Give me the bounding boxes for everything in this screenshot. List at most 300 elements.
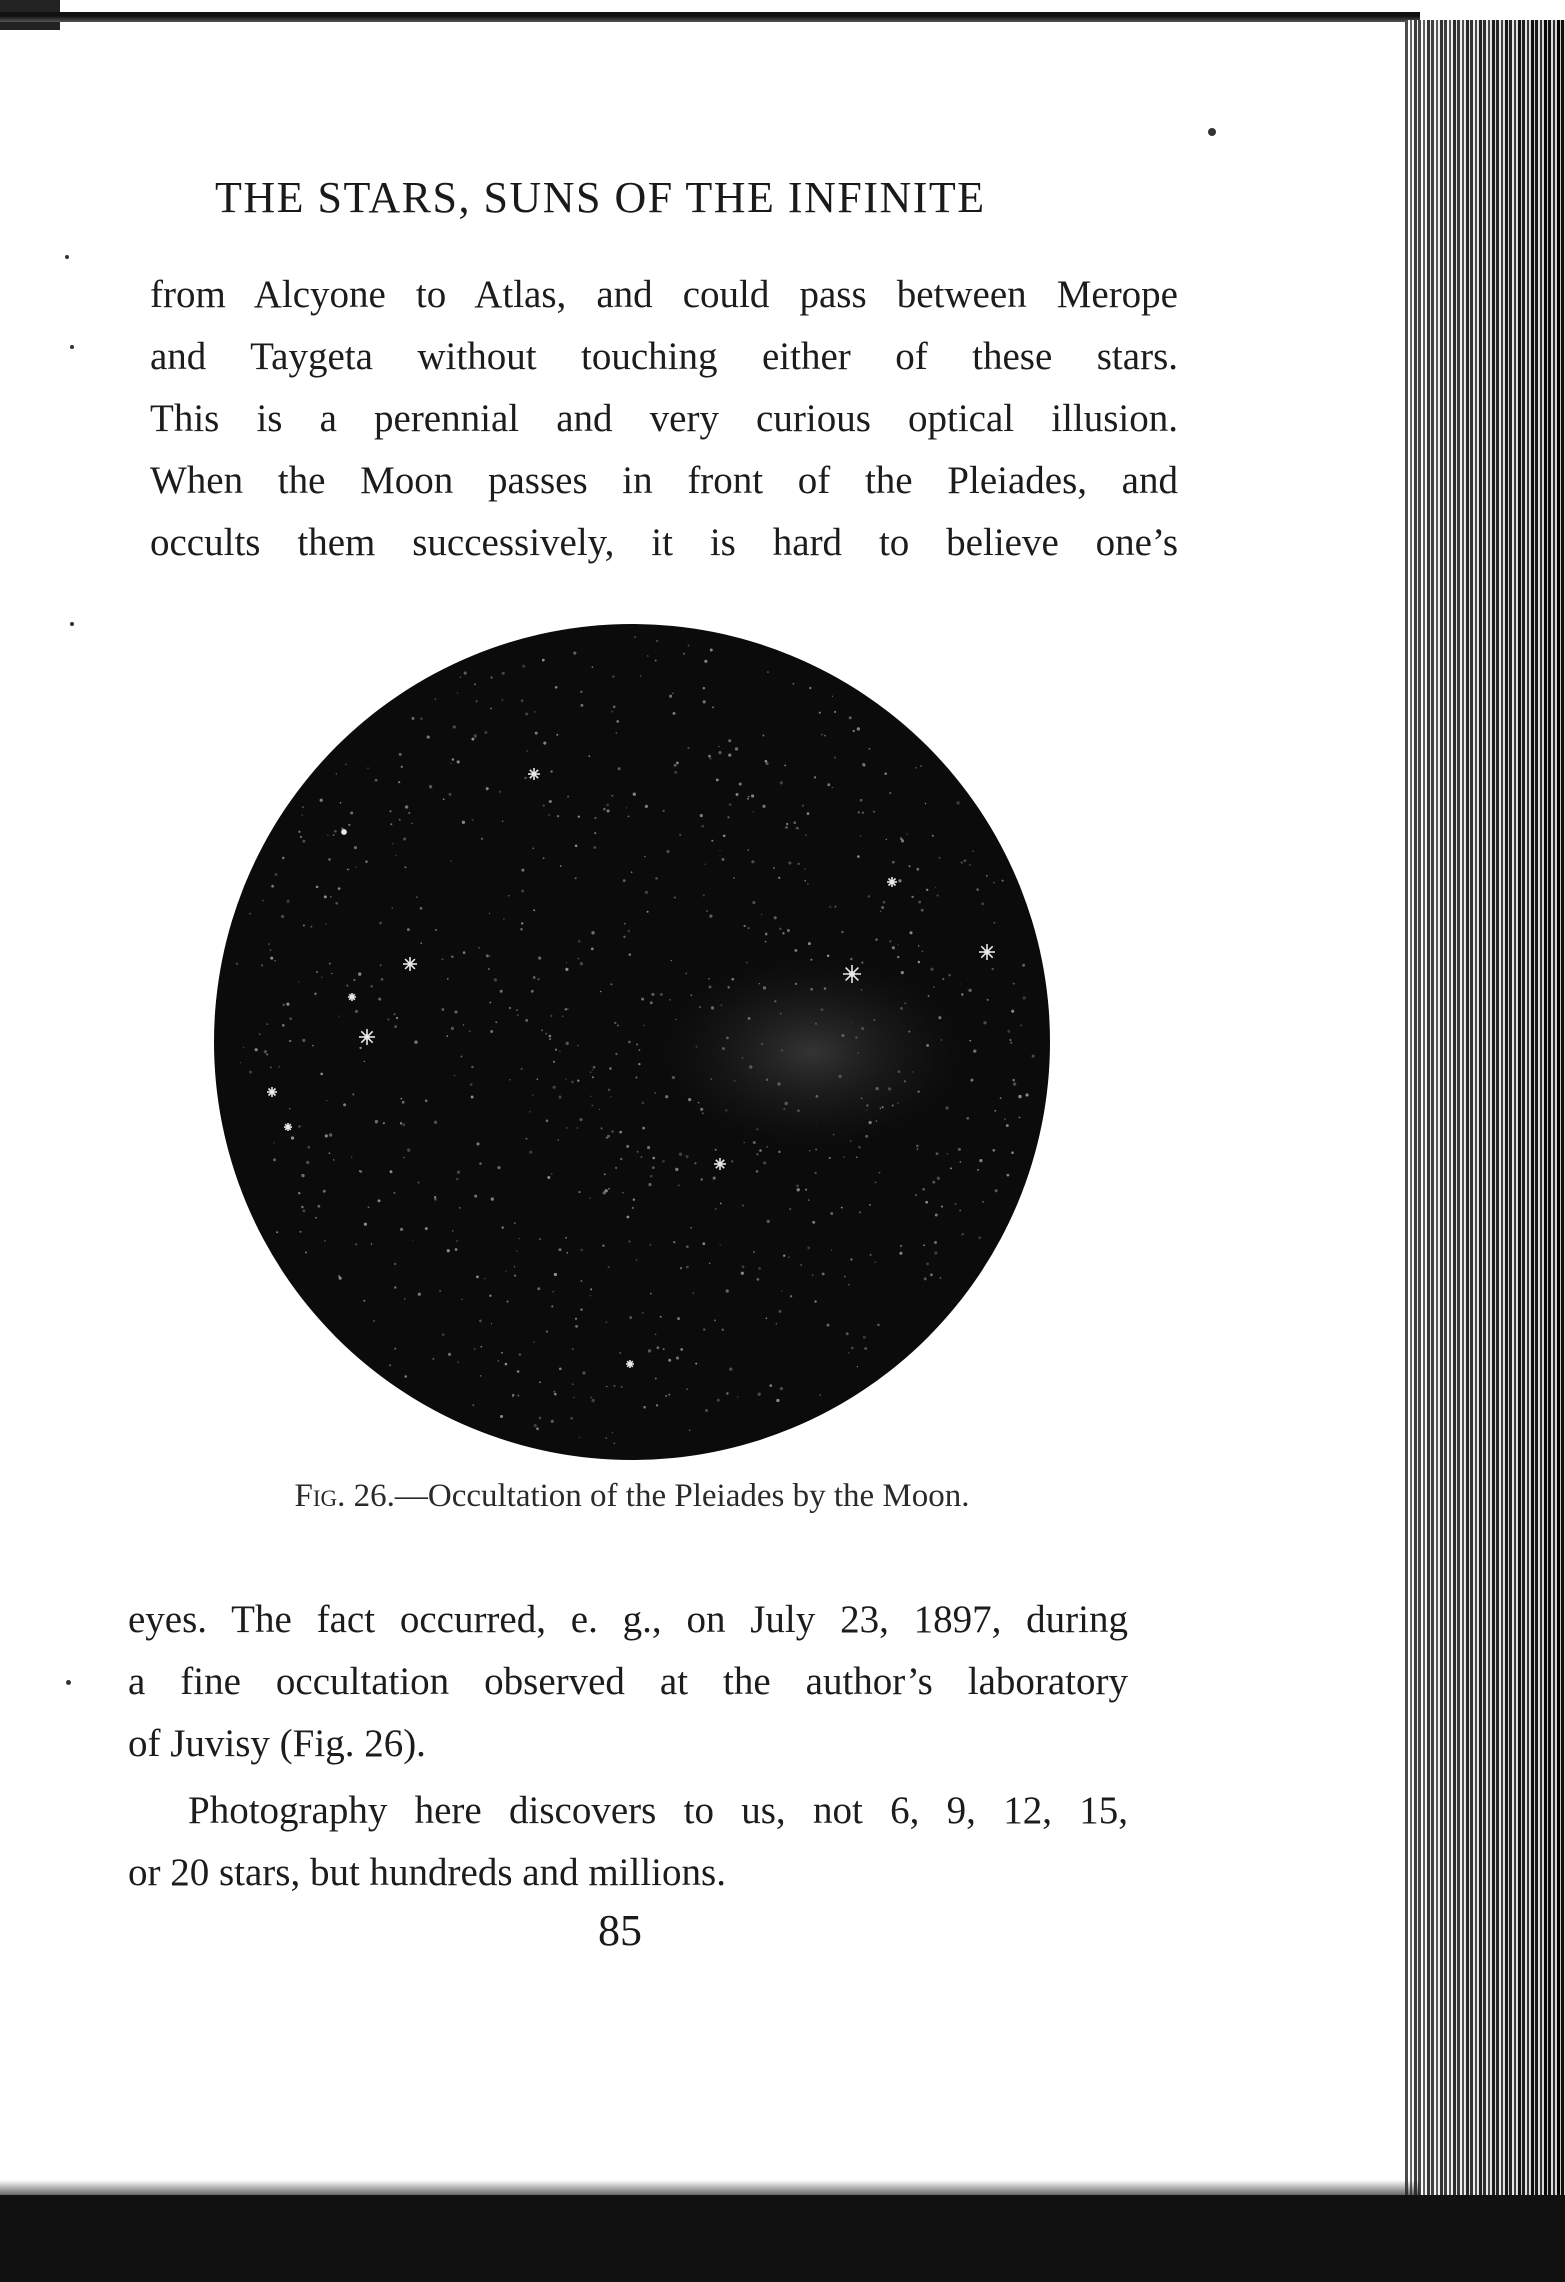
faint-star: [554, 1273, 557, 1276]
faint-star: [807, 1247, 810, 1250]
faint-star: [757, 1278, 760, 1281]
faint-star: [641, 998, 644, 1001]
faint-star: [551, 1173, 553, 1175]
faint-star: [498, 1360, 499, 1361]
faint-star: [877, 1324, 880, 1327]
faint-star: [617, 1025, 619, 1027]
faint-star: [767, 671, 769, 673]
faint-star: [947, 1153, 949, 1155]
faint-star: [673, 712, 676, 715]
faint-star: [864, 1347, 867, 1350]
faint-star: [933, 986, 934, 987]
faint-star: [367, 768, 368, 769]
faint-star: [456, 1178, 459, 1181]
faint-star: [271, 885, 274, 888]
faint-star: [457, 1361, 459, 1363]
faint-star: [316, 886, 319, 889]
faint-star: [655, 1378, 657, 1380]
faint-star: [675, 1168, 678, 1171]
faint-star: [726, 1392, 729, 1395]
faint-star: [778, 877, 780, 879]
faint-star: [766, 1317, 768, 1319]
faint-star: [291, 1136, 294, 1139]
faint-star: [647, 1146, 650, 1149]
faint-star: [804, 880, 806, 882]
faint-star: [916, 1145, 919, 1148]
faint-star: [731, 1160, 733, 1162]
faint-star: [677, 1317, 680, 1320]
faint-star: [868, 748, 870, 750]
faint-star: [609, 1067, 612, 1070]
faint-star: [900, 1245, 902, 1247]
faint-star: [539, 1238, 541, 1240]
faint-star: [636, 1259, 638, 1261]
moon-limb-haze: [662, 957, 962, 1147]
faint-star: [273, 1142, 274, 1143]
faint-star: [479, 1320, 482, 1323]
faint-star: [572, 1348, 574, 1350]
faint-star: [333, 1159, 335, 1161]
faint-star: [819, 712, 821, 714]
faint-star: [236, 962, 239, 965]
faint-star: [411, 823, 413, 825]
faint-star: [420, 907, 423, 910]
faint-star: [371, 1243, 373, 1245]
faint-star: [546, 1330, 548, 1332]
faint-star: [590, 1397, 592, 1399]
dust-speck: [70, 345, 74, 349]
faint-star: [373, 1320, 374, 1321]
faint-star: [776, 1399, 779, 1402]
faint-star: [1010, 1042, 1012, 1044]
faint-star: [420, 717, 423, 720]
faint-star: [378, 1199, 381, 1202]
bright-star: [843, 965, 861, 983]
faint-star: [851, 1347, 854, 1350]
faint-star: [533, 976, 536, 979]
faint-star: [302, 806, 303, 807]
faint-star: [608, 1266, 610, 1268]
faint-star: [418, 1182, 420, 1184]
faint-star: [375, 1120, 378, 1123]
faint-star: [743, 925, 745, 927]
faint-star: [683, 653, 685, 655]
faint-star: [955, 1203, 957, 1205]
faint-star: [402, 1101, 405, 1104]
faint-star: [680, 1348, 683, 1351]
faint-star: [807, 812, 810, 815]
faint-star: [821, 734, 823, 736]
faint-star: [940, 1277, 942, 1279]
top-edge-shadow: [0, 12, 1420, 22]
faint-star: [463, 951, 466, 954]
faint-star: [355, 1243, 357, 1245]
faint-star: [471, 1096, 474, 1099]
faint-star: [705, 864, 706, 865]
faint-star: [650, 1293, 652, 1295]
faint-star: [593, 1066, 596, 1069]
faint-star: [464, 672, 467, 675]
faint-star: [546, 1119, 549, 1122]
faint-star: [364, 1061, 365, 1062]
faint-star: [578, 815, 580, 817]
faint-star: [633, 793, 636, 796]
faint-star: [448, 1353, 451, 1356]
faint-star: [628, 930, 631, 933]
faint-star: [289, 1108, 291, 1110]
faint-star: [331, 973, 332, 974]
faint-star: [471, 738, 474, 741]
faint-star: [434, 1196, 436, 1198]
faint-star: [475, 737, 476, 738]
faint-star: [885, 839, 887, 841]
faint-star: [701, 1178, 703, 1180]
faint-star: [850, 1258, 852, 1260]
faint-star: [969, 1040, 971, 1042]
faint-star: [690, 1227, 692, 1229]
faint-star: [824, 735, 826, 737]
faint-star: [606, 804, 609, 807]
bottom-edge-shadow: [0, 2195, 1565, 2282]
faint-star: [618, 767, 621, 770]
faint-star: [525, 1019, 528, 1022]
faint-star: [298, 981, 299, 982]
faint-star: [702, 1242, 705, 1245]
faint-star: [562, 1015, 564, 1017]
faint-star: [559, 1367, 562, 1370]
faint-star: [834, 711, 836, 713]
faint-star: [742, 1204, 744, 1206]
faint-star: [539, 1417, 542, 1420]
faint-star: [480, 1375, 482, 1377]
faint-star: [686, 1388, 688, 1390]
faint-star: [973, 1049, 976, 1052]
faint-star: [881, 906, 884, 909]
faint-star: [672, 693, 673, 694]
text-line: Photography here discovers to us, not 6, 9, 12, 15,: [188, 1789, 1128, 1832]
faint-star: [575, 877, 577, 879]
faint-star: [509, 1079, 511, 1081]
faint-star: [521, 922, 523, 924]
faint-star: [359, 1170, 361, 1172]
faint-star: [641, 1156, 643, 1158]
faint-star: [526, 750, 528, 752]
faint-star: [350, 812, 353, 815]
faint-star: [641, 1101, 644, 1104]
faint-star: [788, 1256, 790, 1258]
faint-star: [714, 1319, 716, 1321]
second-paragraph: [128, 1780, 1128, 1904]
faint-star: [399, 753, 402, 756]
faint-star: [656, 1404, 658, 1406]
faint-star: [915, 1194, 917, 1196]
faint-star: [747, 798, 749, 800]
faint-star: [559, 1096, 562, 1099]
faint-star: [787, 929, 790, 932]
faint-star: [889, 792, 891, 794]
faint-star: [282, 857, 285, 860]
faint-star: [471, 1066, 473, 1068]
faint-star: [961, 993, 963, 995]
faint-star: [718, 751, 721, 754]
faint-star: [551, 1305, 553, 1307]
faint-star: [719, 850, 720, 851]
faint-star: [266, 1053, 268, 1055]
faint-star: [606, 1321, 608, 1323]
faint-star: [897, 944, 898, 945]
faint-star: [850, 958, 853, 961]
faint-star: [1019, 1117, 1021, 1119]
faint-star: [922, 1188, 925, 1191]
faint-star: [703, 700, 706, 703]
faint-star: [830, 1212, 833, 1215]
faint-star: [950, 1167, 952, 1169]
faint-star: [709, 757, 711, 759]
faint-star: [705, 1409, 708, 1412]
faint-star: [784, 764, 786, 766]
faint-star: [592, 1069, 593, 1070]
faint-star: [301, 1206, 304, 1209]
bottom-paragraph: [128, 1589, 1128, 1775]
faint-star: [489, 913, 490, 914]
faint-star: [798, 863, 800, 865]
faint-star: [632, 1207, 634, 1209]
faint-star: [1022, 964, 1025, 967]
faint-star: [942, 978, 944, 980]
faint-star: [693, 1292, 694, 1293]
faint-star: [355, 1010, 358, 1013]
faint-star: [911, 896, 913, 898]
faint-star: [578, 1191, 580, 1193]
text-line: occults them successively, it is hard to believe one’s: [150, 521, 1178, 564]
faint-star: [615, 1053, 617, 1055]
faint-star: [580, 690, 583, 693]
faint-star: [459, 1207, 461, 1209]
faint-star: [815, 1149, 817, 1151]
faint-star: [621, 1386, 623, 1388]
faint-star: [657, 1346, 660, 1349]
faint-star: [781, 1291, 782, 1292]
faint-star: [301, 814, 303, 816]
faint-star: [860, 799, 863, 802]
faint-star: [906, 833, 907, 834]
faint-star: [831, 1249, 832, 1250]
faint-star: [545, 1033, 547, 1035]
faint-star: [326, 1100, 327, 1101]
faint-star: [628, 1241, 630, 1243]
faint-star: [303, 924, 305, 926]
faint-star: [809, 687, 812, 690]
faint-star: [925, 1201, 928, 1204]
faint-star: [1006, 1124, 1009, 1127]
faint-star: [654, 1092, 656, 1094]
faint-star: [577, 1079, 579, 1081]
faint-star: [472, 819, 474, 821]
page-number: 85: [598, 1906, 642, 1955]
faint-star: [505, 1271, 506, 1272]
faint-star: [453, 725, 456, 728]
faint-star: [394, 1348, 396, 1350]
faint-star: [1018, 1095, 1021, 1098]
faint-star: [606, 1386, 607, 1387]
faint-star: [759, 1149, 762, 1152]
faint-star: [1007, 1174, 1010, 1177]
faint-star: [457, 1171, 460, 1174]
faint-star: [785, 826, 788, 829]
faint-star: [503, 918, 504, 919]
faint-star: [686, 1245, 689, 1248]
faint-star: [591, 1399, 594, 1402]
faint-star: [909, 865, 911, 867]
faint-star: [736, 793, 739, 796]
faint-star: [796, 827, 798, 829]
faint-star: [615, 1167, 617, 1169]
faint-star: [533, 1341, 535, 1343]
faint-star: [520, 928, 523, 931]
faint-star: [447, 978, 449, 980]
faint-star: [859, 1211, 861, 1213]
faint-star: [769, 1384, 772, 1387]
faint-star: [579, 1118, 582, 1121]
faint-star: [255, 1048, 258, 1051]
faint-star: [626, 807, 627, 808]
faint-star: [992, 1149, 995, 1152]
faint-star: [590, 1295, 591, 1296]
text-line: or 20 stars, but hundreds and millions.: [128, 1851, 726, 1894]
faint-star: [543, 742, 546, 745]
faint-star: [629, 953, 631, 955]
faint-star: [270, 957, 273, 960]
faint-star: [534, 711, 536, 713]
faint-star: [800, 1264, 802, 1266]
faint-star: [486, 954, 489, 957]
faint-star: [501, 1352, 503, 1354]
faint-star: [712, 706, 714, 708]
faint-star: [652, 1166, 655, 1169]
faint-star: [394, 1286, 396, 1288]
faint-star: [375, 779, 378, 782]
faint-star: [266, 1023, 268, 1025]
faint-star: [303, 1210, 306, 1213]
faint-star: [539, 1381, 541, 1383]
faint-star: [494, 978, 497, 981]
faint-star: [616, 732, 618, 734]
faint-star: [614, 1022, 616, 1024]
faint-star: [857, 1366, 858, 1367]
faint-star: [633, 1198, 636, 1201]
faint-star: [403, 1157, 404, 1158]
faint-star: [863, 1336, 866, 1339]
faint-star: [512, 1396, 513, 1397]
faint-star: [822, 1272, 825, 1275]
faint-star: [960, 1161, 962, 1163]
faint-star: [548, 814, 550, 816]
faint-star: [926, 1262, 929, 1265]
faint-star: [981, 902, 984, 905]
faint-star: [474, 683, 476, 685]
faint-star: [328, 858, 330, 860]
faint-star: [532, 1094, 533, 1095]
faint-star: [832, 787, 834, 789]
faint-star: [300, 836, 302, 838]
faint-star: [502, 820, 503, 821]
faint-star: [416, 896, 418, 898]
faint-star: [450, 762, 452, 764]
faint-star: [752, 901, 755, 904]
faint-star: [514, 1275, 516, 1277]
faint-star: [425, 1227, 428, 1230]
faint-star: [932, 835, 934, 837]
faint-star: [549, 1035, 552, 1038]
faint-star: [452, 1230, 453, 1231]
faint-star: [937, 1177, 940, 1180]
faint-star: [858, 811, 860, 813]
faint-star: [517, 1014, 519, 1016]
faint-star: [454, 1075, 456, 1077]
faint-star: [449, 793, 452, 796]
faint-star: [809, 1150, 811, 1152]
faint-star: [565, 1008, 567, 1010]
faint-star: [306, 1161, 309, 1164]
faint-star: [469, 1030, 471, 1032]
faint-star: [538, 957, 541, 960]
faint-star: [580, 704, 583, 707]
faint-star: [524, 777, 527, 780]
faint-star: [240, 1062, 241, 1063]
faint-star: [577, 1127, 579, 1129]
faint-star: [623, 936, 625, 938]
faint-star: [603, 808, 606, 811]
faint-star: [983, 1021, 986, 1024]
faint-star: [580, 962, 583, 965]
faint-star: [400, 1122, 402, 1124]
faint-star: [359, 1047, 361, 1049]
faint-star: [575, 1318, 577, 1320]
faint-star: [651, 993, 654, 996]
faint-star: [522, 665, 525, 668]
faint-star: [720, 1202, 722, 1204]
faint-star: [961, 1233, 964, 1236]
faint-star: [325, 1134, 328, 1137]
faint-star: [733, 877, 735, 879]
faint-star: [735, 747, 738, 750]
faint-star: [794, 949, 797, 952]
faint-star: [338, 1275, 340, 1277]
faint-star: [611, 795, 613, 797]
bright-star: [979, 944, 995, 960]
faint-star: [460, 1055, 462, 1057]
faint-star: [737, 1396, 739, 1398]
faint-star: [594, 817, 596, 819]
faint-star: [526, 1138, 528, 1140]
faint-star: [592, 666, 594, 668]
faint-star: [270, 949, 272, 951]
faint-star: [982, 1201, 984, 1203]
faint-star: [338, 887, 341, 890]
faint-star: [261, 964, 263, 966]
faint-star: [454, 1010, 457, 1013]
faint-star: [289, 1040, 291, 1042]
faint-star: [484, 731, 487, 734]
faint-star: [396, 1017, 398, 1019]
faint-star: [353, 979, 355, 981]
faint-star: [499, 791, 501, 793]
faint-star: [939, 857, 941, 859]
faint-star: [308, 1146, 311, 1149]
faint-star: [669, 999, 670, 1000]
faint-star: [686, 1266, 689, 1269]
faint-star: [1013, 1082, 1016, 1085]
